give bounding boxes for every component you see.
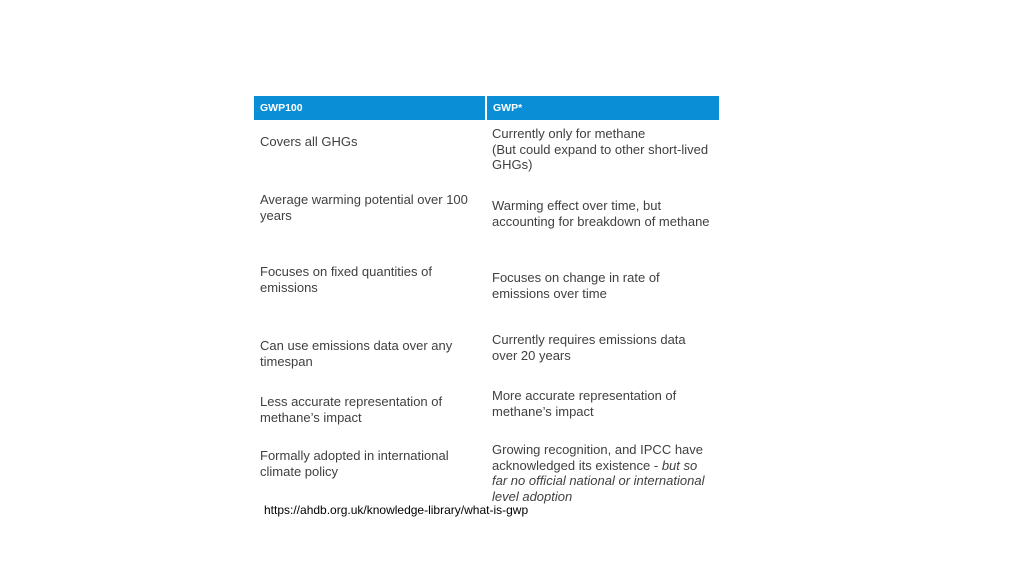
table-row — [254, 186, 719, 258]
table-row — [254, 328, 719, 386]
gwpstar-cell: Currently requires emissions data over 20 years — [492, 332, 686, 363]
gwpstar-cell: Warming effect over time, but accounting for breakdown of methane — [492, 198, 710, 229]
gwp100-cell: Focuses on fixed quantities of emissions — [260, 264, 432, 295]
header-gwpstar: GWP* — [486, 96, 719, 120]
gwpstar-cell-text: Currently only for methane (But could expand to other short-lived GHGs) — [492, 126, 709, 172]
gwpstar-cell: Focuses on change in rate of emissions over time — [492, 270, 660, 301]
table-row — [254, 258, 719, 328]
comparison-table — [254, 96, 719, 520]
gwp100-cell: Can use emissions data over any timespan — [260, 338, 453, 369]
gwpstar-cell: More accurate representation of methane’s impact — [492, 388, 677, 419]
gwp100-cell: Covers all GHGs — [260, 134, 358, 149]
gwp100-cell: Average warming potential over 100 years — [260, 192, 468, 223]
gwpstar-cell-italic-text: but so far no official national or international level adoption — [492, 457, 705, 504]
header-gwp100: GWP100 — [254, 96, 486, 120]
gwpstar-cell-text: Growing recognition, and IPCC have acknowledged its existence - — [492, 442, 704, 473]
table-header — [254, 96, 719, 120]
gwp100-cell: Formally adopted in international climate policy — [260, 448, 449, 479]
gwp100-cell: Less accurate representation of methane’s impact — [260, 394, 443, 425]
gwpstar-cell — [486, 120, 719, 186]
source-link[interactable]: https://ahdb.org.uk/knowledge-library/what-is-gwp — [264, 503, 529, 517]
table-row — [254, 386, 719, 440]
table-row — [254, 120, 719, 186]
